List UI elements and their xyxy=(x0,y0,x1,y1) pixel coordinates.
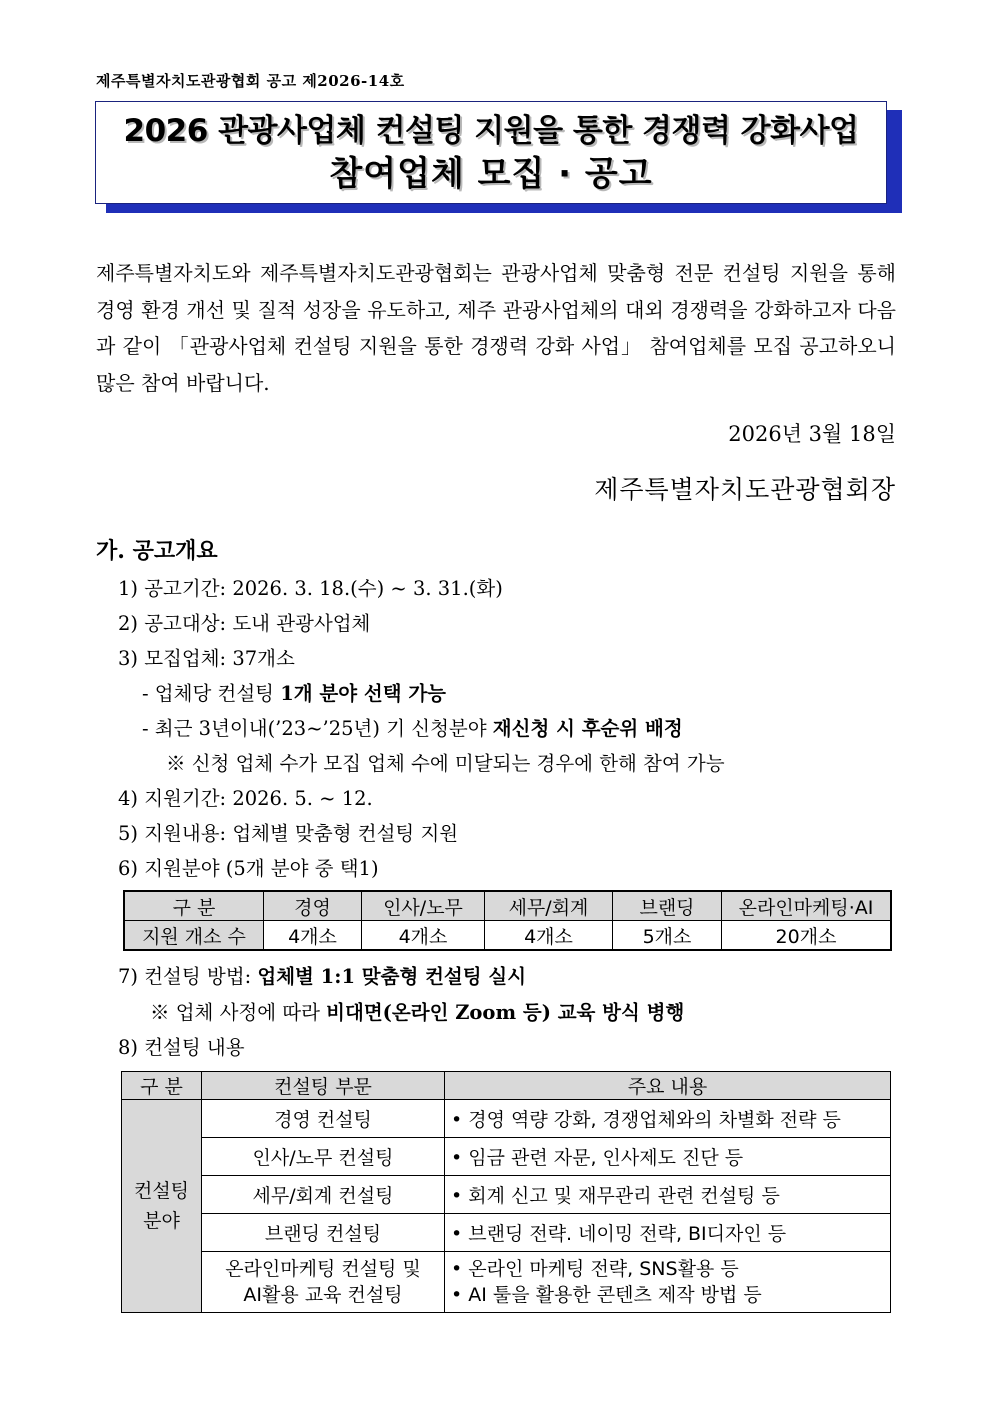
category-cell xyxy=(122,1100,202,1313)
method-remark-text: ※ 업체 사정에 따라 xyxy=(150,1001,327,1024)
item-support-fields: 6) 지원분야 (5개 분야 중 택1) xyxy=(118,857,379,880)
content-cell: • 브랜딩 전략. 네이밍 전략, BI디자인 등 xyxy=(445,1214,891,1252)
content-header-cell: 컨설팅 부문 xyxy=(202,1072,445,1100)
content-cell xyxy=(445,1252,891,1313)
field-cell: 세무/회계 컨설팅 xyxy=(202,1176,445,1214)
fields-table-header xyxy=(124,891,891,921)
field-cell xyxy=(202,1252,445,1313)
content-cell: • 경영 역량 강화, 경쟁업체와의 차별화 전략 등 xyxy=(445,1100,891,1138)
title-line-1: 2026 관광사업체 컨설팅 지원을 통한 경쟁력 강화사업 xyxy=(123,113,859,149)
method-emphasis: 업체별 1:1 맞춤형 컨설팅 실시 xyxy=(257,965,527,988)
note-2-text: - 최근 3년이내(’23~’25년) 기 신청분야 xyxy=(142,717,493,740)
fields-header-cell: 경영 xyxy=(264,891,362,921)
signatory: 제주특별자치도관광협회장 xyxy=(594,475,896,504)
method-text: 7) 컨설팅 방법: xyxy=(118,965,258,988)
item-support-period: 4) 지원기간: 2026. 5. ~ 12. xyxy=(118,787,373,810)
content-cell: • 회계 신고 및 재무관리 관련 컨설팅 등 xyxy=(445,1176,891,1214)
fields-table-row xyxy=(124,921,891,951)
fields-row-label: 지원 개소 수 xyxy=(124,921,264,951)
content-table-row xyxy=(122,1252,891,1313)
fields-header-cell: 인사/노무 xyxy=(362,891,485,921)
item-target: 2) 공고대상: 도내 관광사업체 xyxy=(118,612,371,635)
content-table-row xyxy=(122,1100,891,1138)
note-1-text: - 업체당 컨설팅 xyxy=(142,682,281,705)
item-support-content: 5) 지원내용: 업체별 맞춤형 컨설팅 지원 xyxy=(118,822,459,845)
content-bullet: • AI 툴을 활용한 콘텐츠 제작 방법 등 xyxy=(451,1284,762,1306)
item-recruit: 3) 모집업체: 37개소 xyxy=(118,647,295,670)
category-label: 컨설팅 분야 xyxy=(133,1180,190,1232)
item-recruit-remark: ※ 신청 업체 수가 모집 업체 수에 미달되는 경우에 한해 참여 가능 xyxy=(166,752,725,775)
fields-header-cell: 온라인마케팅·AI xyxy=(722,891,892,921)
notice-number: 제주특별자치도관광협회 공고 제2026-14호 xyxy=(96,72,405,90)
fields-row-cell: 4개소 xyxy=(264,921,362,951)
item-consulting-content: 8) 컨설팅 내용 xyxy=(118,1036,245,1059)
title-box xyxy=(95,101,887,204)
fields-row-cell: 4개소 xyxy=(485,921,613,951)
item-recruit-note-1 xyxy=(142,681,446,707)
item-method xyxy=(118,964,526,990)
fields-header-cell: 세무/회계 xyxy=(485,891,613,921)
fields-header-cell: 브랜딩 xyxy=(613,891,722,921)
field-cell: 경영 컨설팅 xyxy=(202,1100,445,1138)
method-remark-emphasis: 비대면(온라인 Zoom 등) 교육 방식 병행 xyxy=(326,1001,685,1024)
field-label: 온라인마케팅 컨설팅 및 AI활용 교육 컨설팅 xyxy=(225,1258,421,1306)
content-bullet: • 온라인 마케팅 전략, SNS활용 등 xyxy=(451,1258,739,1280)
content-header-cell: 구 분 xyxy=(122,1072,202,1100)
field-cell: 브랜딩 컨설팅 xyxy=(202,1214,445,1252)
fields-table xyxy=(123,890,892,951)
section-title: 가. 공고개요 xyxy=(96,538,218,564)
intro-paragraph: 제주특별자치도와 제주특별자치도관광협회는 관광사업체 맞춤형 전문 컨설팅 지원을 통해 경영 환경 개선 및 질적 성장을 유도하고, 제주 관광사업체의 대외 경쟁력을 강화하고자 다음과 같이 「관광사업체 컨설팅 지원을 통한 경쟁력 강화 사업」 참여업체를 모집 공고하오니 많은 참여 바랍니다. xyxy=(96,261,896,395)
content-table xyxy=(121,1071,891,1313)
fields-row-cell: 5개소 xyxy=(613,921,722,951)
content-header-cell: 주요 내용 xyxy=(445,1072,891,1100)
content-table-row xyxy=(122,1138,891,1176)
item-method-remark xyxy=(150,1000,684,1026)
item-period: 1) 공고기간: 2026. 3. 18.(수) ~ 3. 31.(화) xyxy=(118,577,503,600)
content-table-header xyxy=(122,1072,891,1100)
note-2-emphasis: 재신청 시 후순위 배정 xyxy=(492,717,683,740)
content-table-row xyxy=(122,1214,891,1252)
fields-header-cell: 구 분 xyxy=(124,891,264,921)
field-cell: 인사/노무 컨설팅 xyxy=(202,1138,445,1176)
title-line-2: 참여업체 모집 · 공고 xyxy=(329,154,653,194)
fields-row-cell: 4개소 xyxy=(362,921,485,951)
content-table-row xyxy=(122,1176,891,1214)
content-cell: • 임금 관련 자문, 인사제도 진단 등 xyxy=(445,1138,891,1176)
notice-date: 2026년 3월 18일 xyxy=(728,422,896,446)
note-1-emphasis: 1개 분야 선택 가능 xyxy=(280,682,447,705)
item-recruit-note-2 xyxy=(142,716,683,742)
fields-row-cell: 20개소 xyxy=(722,921,892,951)
